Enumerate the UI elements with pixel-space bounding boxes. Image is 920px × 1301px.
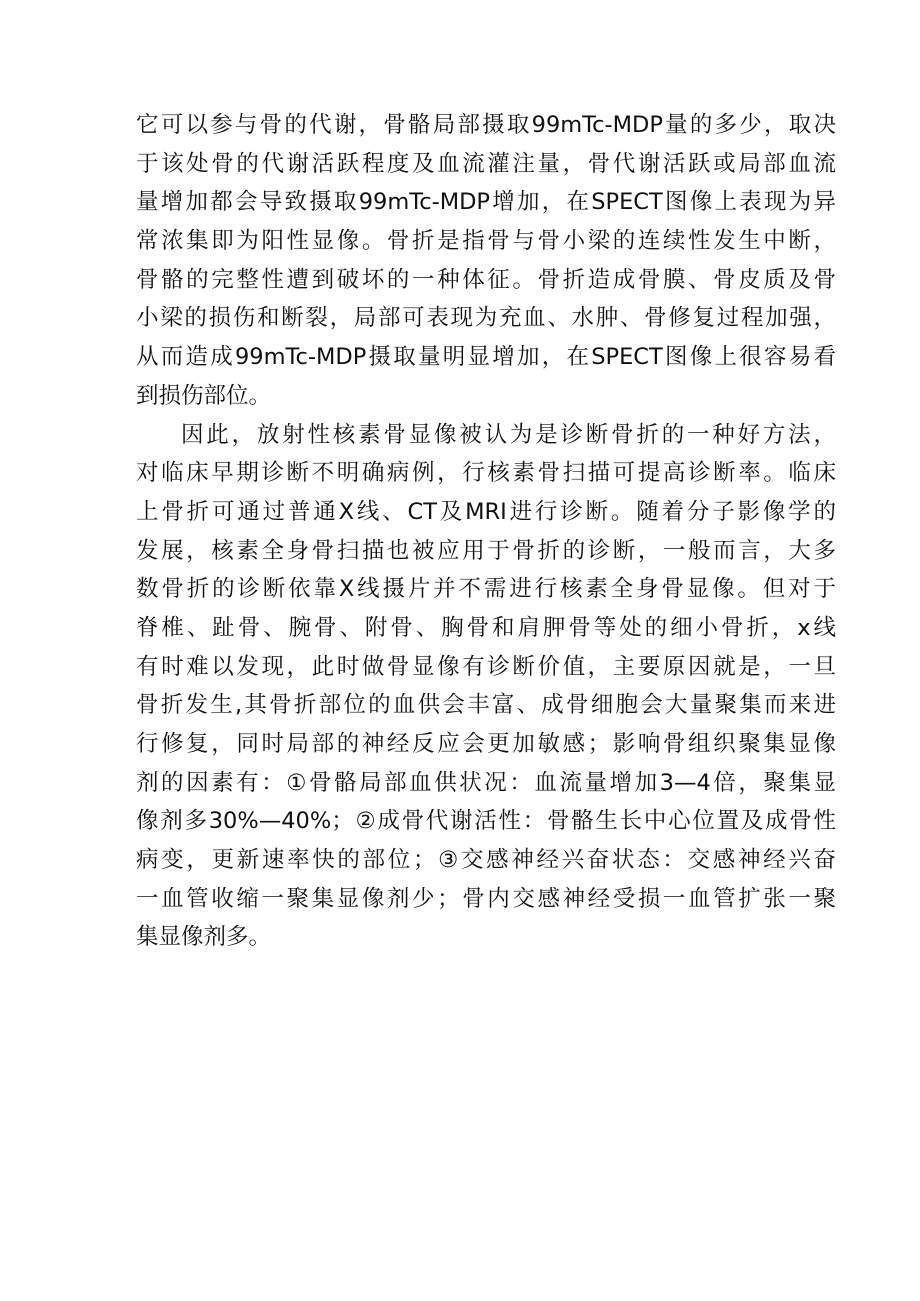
text-line: 像剂多30%—40%；②成骨代谢活性：骨骼生长中心位置及成骨性 — [136, 808, 836, 835]
text-line: 小梁的损伤和断裂，局部可表现为充血、水肿、骨修复过程加强， — [136, 305, 836, 332]
text-line: 从而造成99mTc-MDP摄取量明显增加，在SPECT图像上很容易看 — [136, 344, 836, 371]
text-line: 一血管收缩一聚集显像剂少；骨内交感神经受损一血管扩张一聚 — [136, 885, 836, 912]
text-line: 它可以参与骨的代谢，骨骼局部摄取99mTc-MDP量的多少，取决 — [136, 112, 836, 138]
text-line: 骨骼的完整性遭到破坏的一种体征。骨折造成骨膜、骨皮质及骨 — [136, 266, 836, 293]
text-line: 到损伤部位。 — [136, 382, 272, 409]
text-line: 行修复，同时局部的神经反应会更加敏感；影响骨组织聚集显像 — [136, 731, 836, 757]
text-line: 集显像剂多。 — [136, 924, 272, 951]
text-line: 上骨折可通过普通X线、CT及MRI进行诊断。随着分子影像学的 — [136, 498, 836, 525]
text-line: 量增加都会导致摄取99mTc-MDP增加，在SPECT图像上表现为异 — [136, 189, 836, 216]
text-line: 骨折发生,其骨折部位的血供会丰富、成骨细胞会大量聚集而来进 — [136, 692, 836, 719]
document-body — [136, 106, 836, 957]
text-line: 发展，核素全身骨扫描也被应用于骨折的诊断，一般而言，大多 — [136, 537, 836, 564]
text-line: 对临床早期诊断不明确病例，行核素骨扫描可提高诊断率。临床 — [136, 460, 836, 487]
text-line: 剂的因素有：①骨骼局部血供状况：血流量增加3—4倍，聚集显 — [136, 769, 836, 796]
text-line: 有时难以发现，此时做骨显像有诊断价值，主要原因就是，一旦 — [136, 653, 836, 680]
text-line: 病变，更新速率快的部位；③交感神经兴奋状态：交感神经兴奋 — [136, 847, 836, 874]
paragraph-1 — [136, 106, 836, 416]
text-line: 数骨折的诊断依靠X线摄片并不需进行核素全身骨显像。但对于 — [136, 576, 836, 603]
text-line: 因此，放射性核素骨显像被认为是诊断骨折的一种好方法， — [181, 421, 836, 448]
text-line: 脊椎、趾骨、腕骨、附骨、胸骨和肩胛骨等处的细小骨折，x线 — [136, 614, 836, 641]
text-line: 常浓集即为阳性显像。骨折是指骨与骨小梁的连续性发生中断， — [136, 228, 836, 255]
text-line: 于该处骨的代谢活跃程度及血流灌注量，骨代谢活跃或局部血流 — [136, 150, 836, 177]
paragraph-2 — [136, 416, 836, 958]
